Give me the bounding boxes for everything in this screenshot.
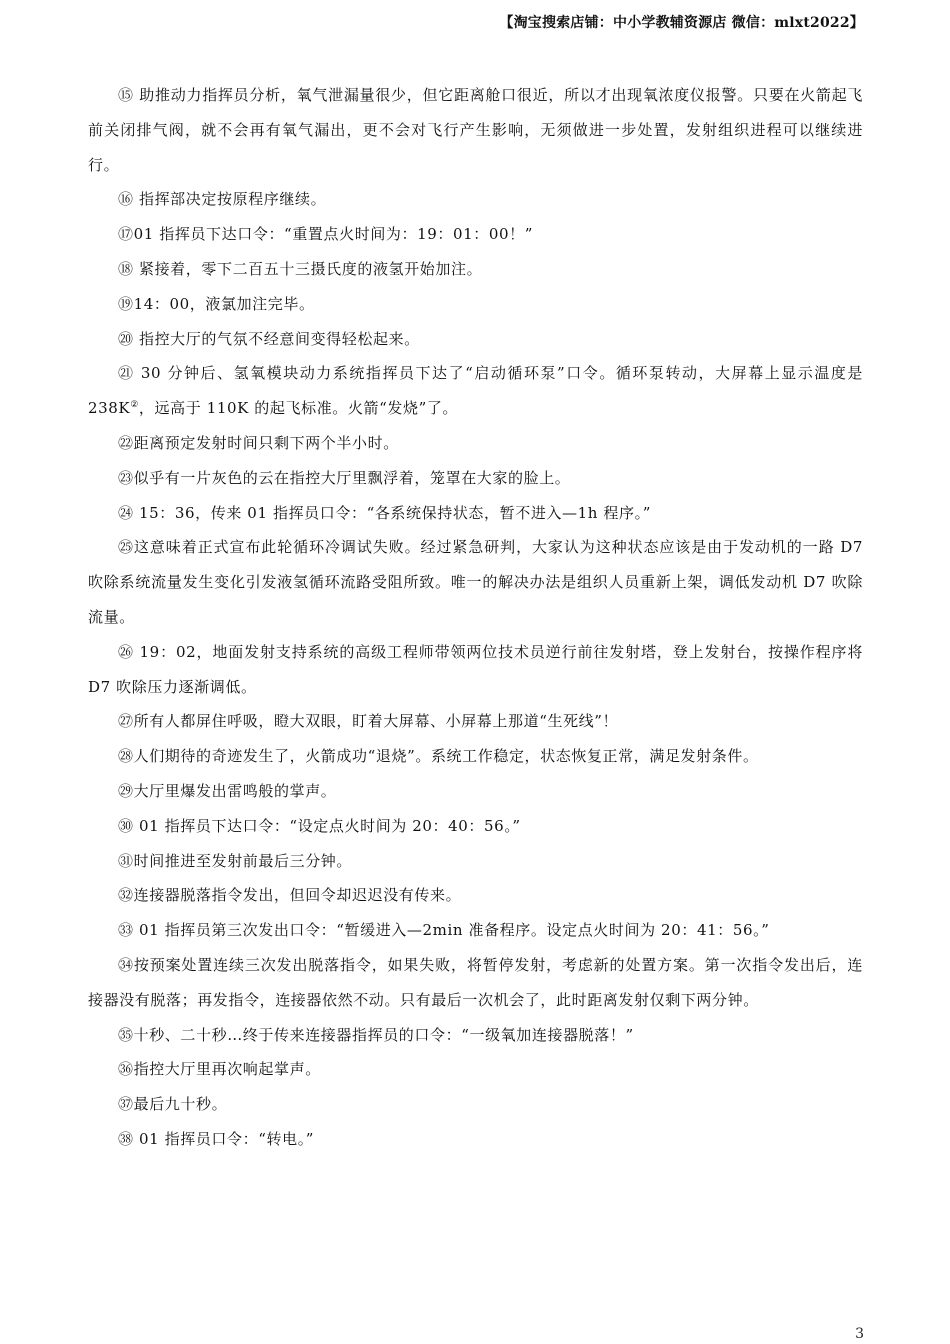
paragraph-26: ㉖ 19：02，地面发射支持系统的高级工程师带领两位技术员逆行前往发射塔，登上发射台，按操作程序将 D7 吹除压力逐渐调低。 bbox=[88, 642, 863, 696]
paragraph-24: ㉔ 15：36，传来 01 指挥员口令：“各系统保持状态，暂不进入—1h 程序。” bbox=[118, 503, 651, 522]
paragraph-21-tail: ，远高于 110K 的起飞标准。火箭“发烧”了。 bbox=[138, 399, 459, 418]
paragraph-28: ㉘人们期待的奇迹发生了，火箭成功“退烧”。系统工作稳定，状态恢复正常，满足发射条件。 bbox=[118, 747, 759, 766]
paragraph-31: ㉛时间推进至发射前最后三分钟。 bbox=[118, 851, 353, 870]
paragraph-37: ㊲最后九十秒。 bbox=[118, 1095, 228, 1114]
paragraph-15: ⑮ 助推动力指挥员分析，氧气泄漏量很少，但它距离舱口很近，所以才出现氧浓度仪报警。只要在火箭起飞前关闭排气阀，就不会再有氧气漏出，更不会对飞行产生影响，无须做进一步处置，发射组织进程可以继续进行。 bbox=[88, 86, 863, 174]
paragraph-18: ⑱ 紧接着，零下二百五十三摄氏度的液氢开始加注。 bbox=[118, 259, 483, 278]
paragraph-22: ㉒距离预定发射时间只剩下两个半小时。 bbox=[118, 433, 399, 452]
paragraph-32: ㉜连接器脱落指令发出，但回令却迟迟没有传来。 bbox=[118, 886, 462, 905]
paragraph-21-main: ㉑ 30 分钟后、氢氧模块动力系统指挥员下达了“启动循环泵”口令。循环泵转动，大屏幕上显示温度是 238K bbox=[88, 364, 863, 418]
paragraph-16: ⑯ 指挥部决定按原程序继续。 bbox=[118, 190, 327, 209]
paragraph-27: ㉗所有人都屏住呼吸，瞪大双眼，盯着大屏幕、小屏幕上那道“生死线”！ bbox=[118, 712, 619, 731]
paragraph-38: ㊳ 01 指挥员口令：“转电。” bbox=[118, 1129, 315, 1148]
paragraph-36: ㊱指控大厅里再次响起掌声。 bbox=[118, 1060, 321, 1079]
footnote-marker: ② bbox=[130, 400, 139, 411]
paragraph-17: ⑰01 指挥员下达口令：“重置点火时间为：19：01：00！” bbox=[118, 225, 534, 244]
page-header: 【淘宝搜索店铺：中小学教辅资源店 微信：mlxt2022】 bbox=[499, 15, 864, 31]
paragraph-25: ㉕这意味着正式宣布此轮循环冷调试失败。经过紧急研判，大家认为这种状态应该是由于发动机的一路 D7 吹除系统流量发生变化引发液氢循环流路受阻所致。唯一的解决办法是组织人员重新上架，调低发动机 D7 吹除流量。 bbox=[88, 538, 863, 626]
paragraph-19: ⑲14：00，液氯加注完毕。 bbox=[118, 294, 315, 313]
paragraph-35: ㉟十秒、二十秒…终于传来连接器指挥员的口令：“一级氧加连接器脱落！” bbox=[118, 1025, 634, 1044]
paragraph-20: ⑳ 指控大厅的气氛不经意间变得轻松起来。 bbox=[118, 329, 420, 348]
paragraph-30: ㉚ 01 指挥员下达口令：“设定点火时间为 20：40：56。” bbox=[118, 816, 521, 835]
paragraph-23: ㉓似乎有一片灰色的云在指控大厅里飘浮着，笼罩在大家的脸上。 bbox=[118, 468, 571, 487]
paragraph-29: ㉙大厅里爆发出雷鸣般的掌声。 bbox=[118, 781, 337, 800]
article-body bbox=[88, 78, 863, 1157]
paragraph-21 bbox=[88, 356, 863, 426]
page-number: 3 bbox=[855, 1326, 864, 1342]
paragraph-34: ㉞按预案处置连续三次发出脱落指令，如果失败，将暂停发射，考虑新的处置方案。第一次指令发出后，连接器没有脱落；再发指令，连接器依然不动。只有最后一次机会了，此时距离发射仅剩下两分钟。 bbox=[88, 955, 863, 1009]
paragraph-33: ㉝ 01 指挥员第三次发出口令：“暂缓进入—2min 准备程序。设定点火时间为 20：41：56。” bbox=[118, 921, 770, 940]
